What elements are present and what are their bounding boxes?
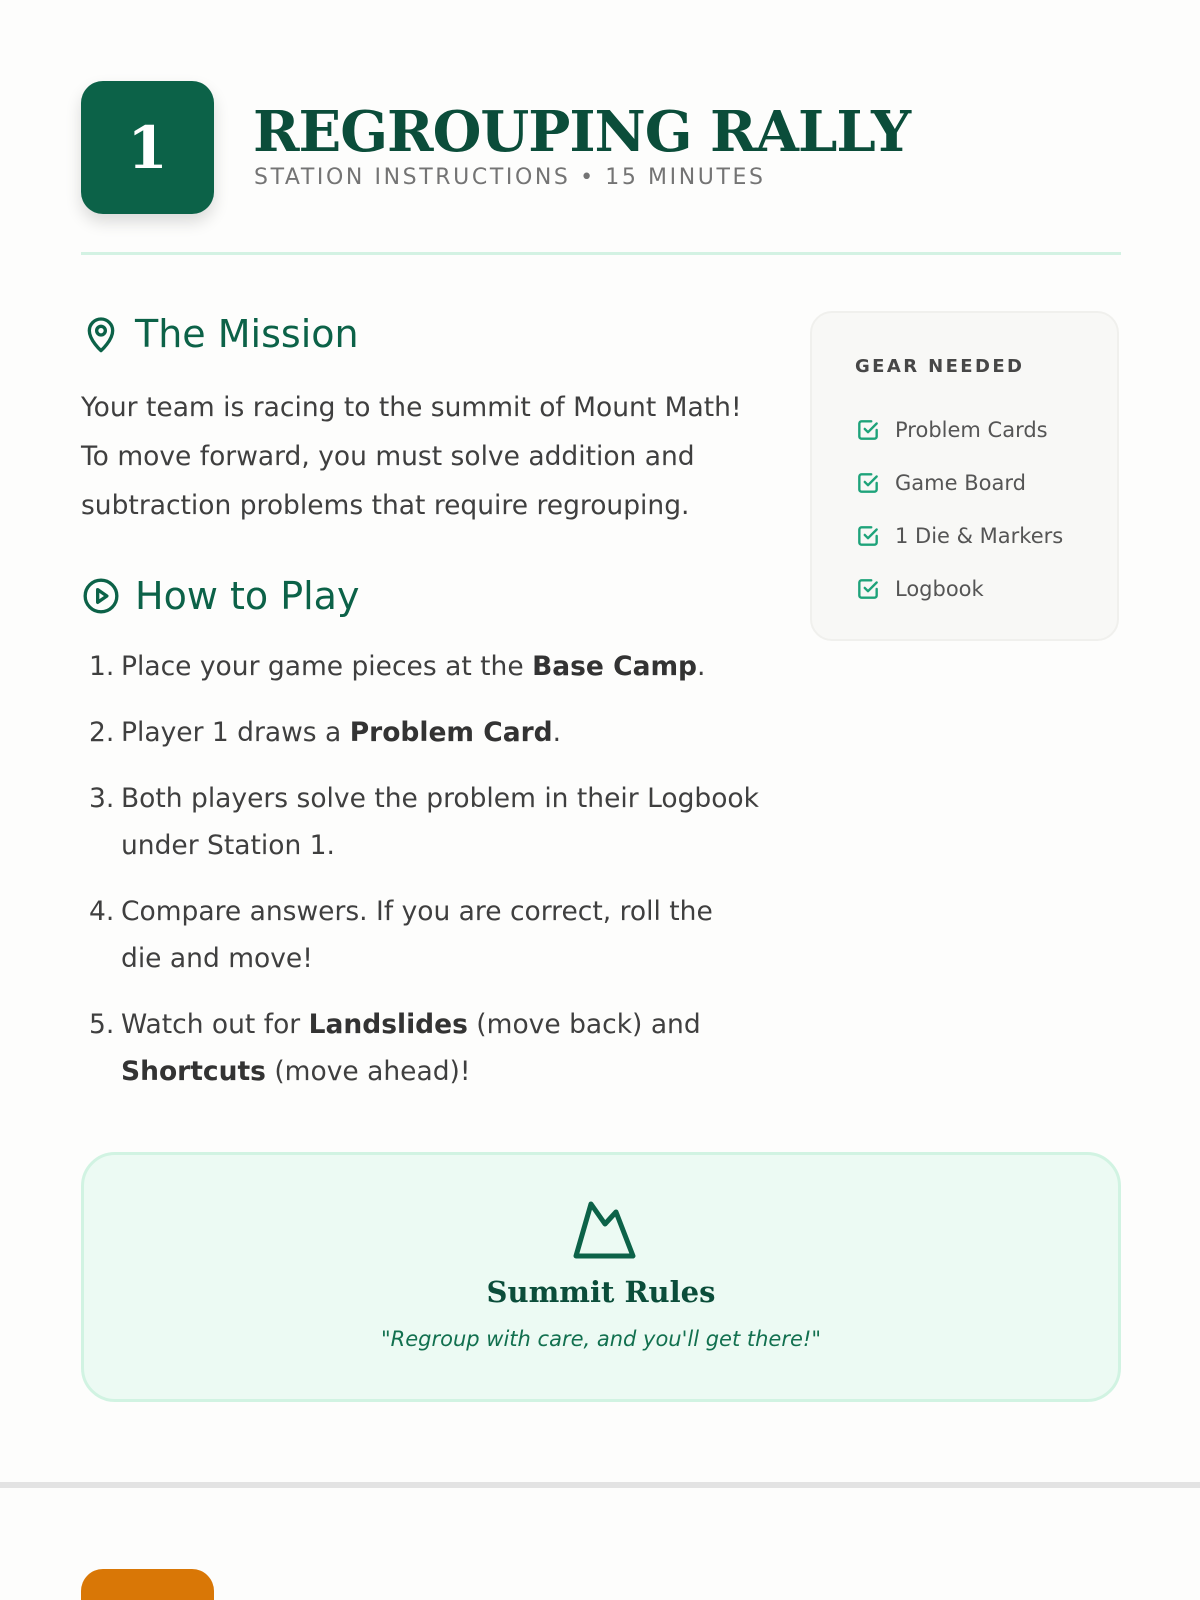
gear-item [855, 456, 1063, 509]
page-title: REGROUPING RALLY [253, 99, 911, 165]
step-number: 5. [89, 1009, 115, 1040]
play-circle-icon [81, 576, 121, 616]
map-pin-icon [81, 314, 121, 354]
step-text: Compare answers. If you are correct, roll the die and move! [121, 896, 713, 974]
check-square-icon [855, 470, 881, 496]
next-station-page-preview [0, 1488, 1200, 1600]
mission-text: Your team is racing to the summit of Mount Math! To move forward, you must solve addition and subtraction problems that require regrouping. [81, 392, 742, 521]
step-text-middle: (move back) and [467, 1009, 701, 1040]
step-text-end: . [697, 651, 706, 682]
check-square-icon [855, 523, 881, 549]
summit-rules-title: Summit Rules [486, 1275, 716, 1309]
mission-heading-label: The Mission [135, 312, 359, 356]
step-item [81, 775, 761, 869]
next-station-title-fragment [253, 1584, 903, 1600]
gear-item-label: Logbook [895, 576, 984, 601]
step-number: 3. [89, 783, 115, 814]
step-text: Both players solve the problem in their Logbook under Station 1. [121, 783, 759, 861]
summit-rules-box [81, 1152, 1121, 1402]
station-number-badge [81, 81, 214, 214]
how-to-play-heading [81, 574, 359, 618]
step-number: 1. [89, 651, 115, 682]
how-to-play-heading-label: How to Play [135, 574, 360, 618]
instruction-steps [81, 643, 761, 1114]
gear-list [855, 403, 1063, 615]
header-divider [81, 252, 1121, 255]
step-item [81, 709, 761, 756]
mountain-icon [572, 1199, 638, 1261]
next-station-badge [81, 1569, 214, 1600]
check-square-icon [855, 417, 881, 443]
step-bold-term: Shortcuts [121, 1056, 266, 1087]
station-number: 1 [127, 113, 168, 182]
gear-item-label: 1 Die & Markers [895, 523, 1064, 548]
step-bold-term: Base Camp [532, 651, 698, 682]
gear-title: GEAR NEEDED [855, 356, 1025, 377]
step-text: Player 1 draws a [121, 717, 350, 748]
step-item [81, 643, 761, 690]
step-number: 2. [89, 717, 115, 748]
check-square-icon [855, 576, 881, 602]
gear-needed-card [810, 311, 1119, 641]
page-subtitle: STATION INSTRUCTIONS • 15 MINUTES [254, 165, 766, 190]
step-text-end: . [552, 717, 562, 748]
step-item [81, 1001, 761, 1095]
summit-rules-quote: "Regroup with care, and you'll get there!" [381, 1327, 821, 1351]
step-text: Place your game pieces at the [121, 651, 533, 682]
step-bold-term: Problem Card [349, 717, 553, 748]
step-number: 4. [89, 896, 115, 927]
gear-item [855, 562, 1063, 615]
step-text: Watch out for [121, 1009, 309, 1040]
gear-item-label: Game Board [895, 470, 1026, 495]
gear-item-label: Problem Cards [895, 417, 1048, 442]
step-item [81, 888, 761, 982]
step-text-end: (move ahead)! [265, 1056, 471, 1087]
step-bold-term: Landslides [308, 1009, 468, 1040]
mission-heading [81, 312, 359, 356]
gear-item [855, 403, 1063, 456]
gear-item [855, 509, 1063, 562]
